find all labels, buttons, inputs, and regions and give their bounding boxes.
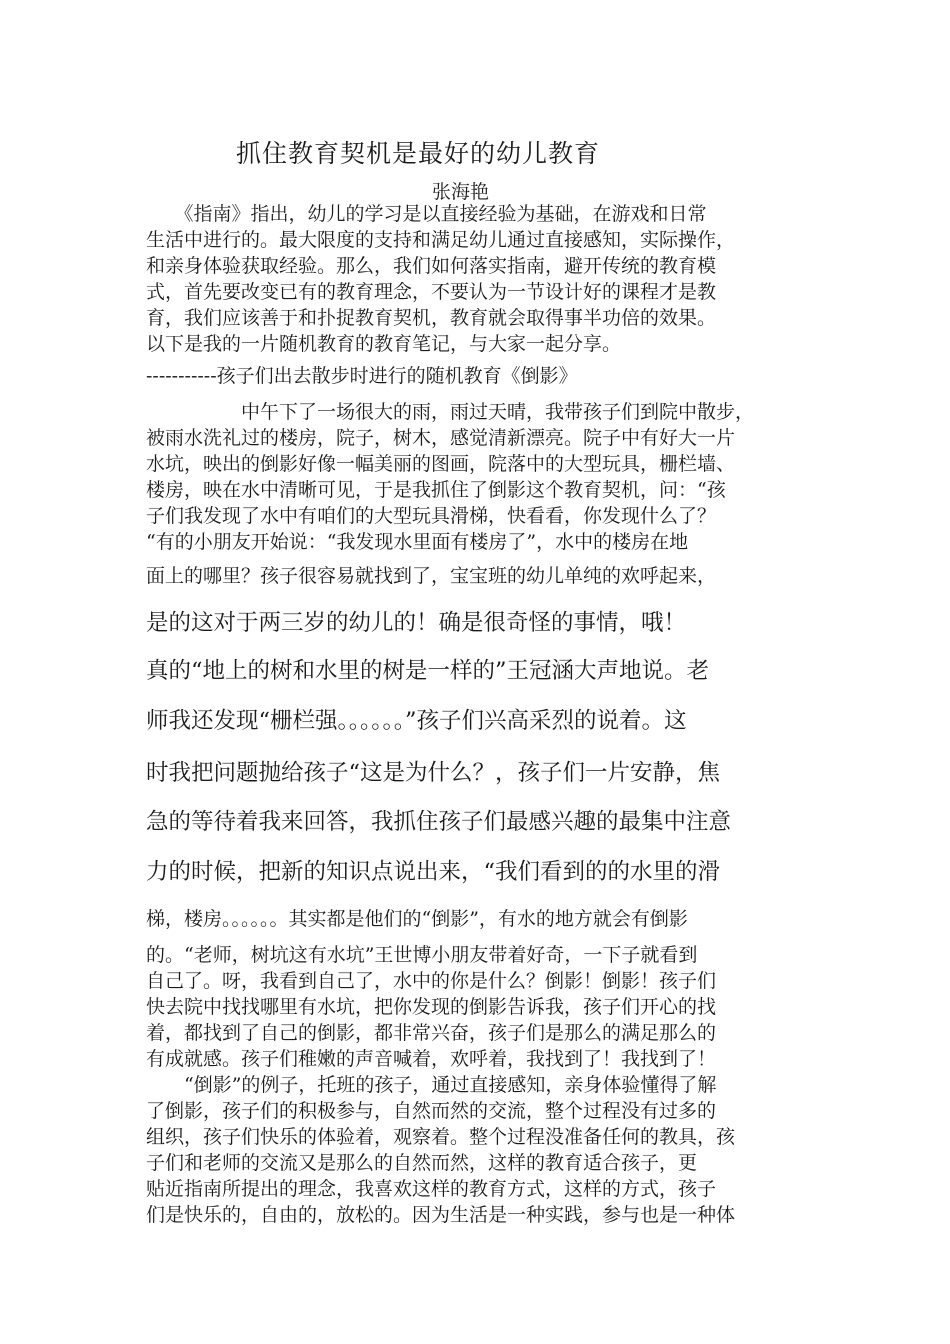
text-line: 们是快乐的，自由的，放松的。因为生活是一种实践，参与也是一种体	[146, 1204, 736, 1226]
text-line: 快去院中找找哪里有水坑，把你发现的倒影告诉我，孩子们开心的找	[146, 996, 717, 1018]
text-line: 育，我们应该善于和扑捉教育契机，教育就会取得事半功倍的效果。	[146, 307, 717, 329]
text-line: 的。“老师，树坑这有水坑”王世博小朋友带着好奇，一下子就看到	[146, 944, 698, 966]
section-subtitle: -----------孩子们出去散步时进行的随机教育《倒影》	[146, 365, 578, 387]
text-line: 有成就感。孩子们稚嫩的声音喊着，欢呼着，我找到了！我找到了！	[146, 1048, 717, 1070]
text-line: 急的等待着我来回答，我抓住孩子们最感兴趣的最集中注意	[146, 809, 732, 835]
text-line: 和亲身体验获取经验。那么，我们如何落实指南，避开传统的教育模	[146, 255, 717, 277]
author-name: 张海艳	[432, 181, 490, 203]
text-line: 着，都找到了自己的倒影，都非常兴奋，孩子们是那么的满足那么的	[146, 1022, 717, 1044]
text-line: 面上的哪里？孩子很容易就找到了，宝宝班的幼儿单纯的欢呼起来，	[146, 565, 717, 587]
text-line: “有的小朋友开始说：“我发现水里面有楼房了”，水中的楼房在地	[146, 531, 689, 553]
text-line: 子们和老师的交流又是那么的自然而然，这样的教育适合孩子，更	[146, 1152, 698, 1174]
text-line: 梯，楼房。。。。。。其实都是他们的“倒影”，有水的地方就会有倒影	[146, 908, 688, 930]
text-line: 了倒影，孩子们的积极参与，自然而然的交流，整个过程没有过多的	[146, 1100, 717, 1122]
text-line: 自己了。呀，我看到自己了，水中的你是什么？倒影！倒影！孩子们	[146, 970, 717, 992]
text-line: 子们我发现了水中有咱们的大型玩具滑梯，快看看，你发现什么了？	[146, 505, 717, 527]
text-line: 贴近指南所提出的理念，我喜欢这样的教育方式，这样的方式，孩子	[146, 1178, 717, 1200]
text-line: 以下是我的一片随机教育的教育笔记，与大家一起分享。	[146, 333, 622, 355]
text-line: 是的这对于两三岁的幼儿的！确是很奇怪的事情，哦！	[146, 610, 687, 636]
text-line: 时我把问题抛给孩子“这是为什么？，孩子们一片安静，焦	[146, 760, 721, 786]
text-line: 式，首先要改变已有的教育理念，不要认为一节设计好的课程才是教	[146, 281, 717, 303]
document-title: 抓住教育契机是最好的幼儿教育	[236, 139, 601, 168]
text-line: 组织，孩子们快乐的体验着，观察着。整个过程没准备任何的教具，孩	[146, 1126, 736, 1148]
text-line: 生活中进行的。最大限度的支持和满足幼儿通过直接感知，实际操作，	[146, 229, 736, 251]
text-line: “倒影”的例子，托班的孩子，通过直接感知，亲身体验懂得了解	[146, 1074, 717, 1096]
text-line: 水坑，映出的倒影好像一幅美丽的图画，院落中的大型玩具，栅栏墙、	[146, 453, 736, 475]
text-line: 楼房，映在水中清晰可见，于是我抓住了倒影这个教育契机，问：“孩	[146, 479, 726, 501]
text-line: 中午下了一场很大的雨，雨过天晴，我带孩子们到院中散步，	[146, 401, 755, 423]
text-line: 师我还发现“栅栏强。。。。。。”孩子们兴高采烈的说着。这	[146, 708, 687, 734]
text-line: 真的“地上的树和水里的树是一样的”王冠涵大声地说。老	[146, 658, 710, 684]
text-line: 被雨水洗礼过的楼房，院子，树木，感觉清新漂亮。院子中有好大一片	[146, 427, 736, 449]
text-line: 《指南》指出，幼儿的学习是以直接经验为基础，在游戏和日常	[146, 203, 707, 225]
text-line: 力的时候，把新的知识点说出来，“我们看到的的水里的滑	[146, 859, 721, 885]
